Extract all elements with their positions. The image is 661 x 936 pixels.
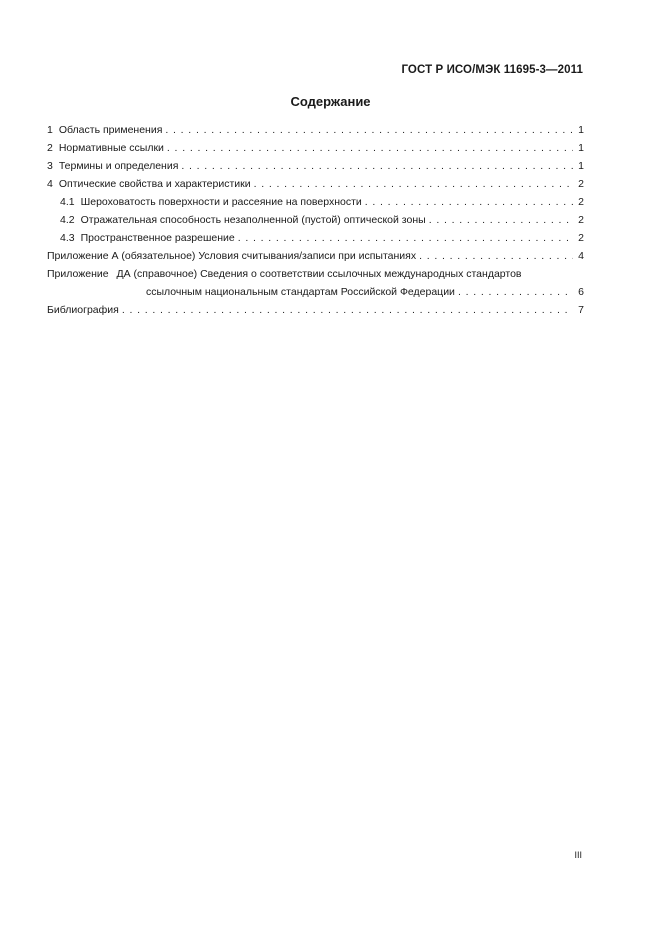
- toc-entry-label: Термины и определения: [58, 160, 179, 172]
- toc-entry-4[interactable]: [47, 175, 584, 193]
- toc-entry-number: 4.2: [60, 214, 75, 226]
- toc-entry-page: 2: [578, 178, 584, 190]
- toc-entry-number: 4: [47, 178, 53, 190]
- toc-entry-page: 2: [578, 196, 584, 208]
- toc-entry-4-3[interactable]: [47, 229, 584, 247]
- toc-leader-dots: [165, 121, 573, 139]
- toc-entry-label: Нормативные ссылки: [58, 142, 164, 154]
- toc-entry-1[interactable]: [47, 121, 584, 139]
- toc-entry-3[interactable]: [47, 157, 584, 175]
- toc-leader-dots: [365, 193, 573, 211]
- toc-entry-page: 1: [578, 142, 584, 154]
- toc-entry-bibliography[interactable]: [47, 301, 584, 319]
- toc-leader-dots: [458, 283, 573, 301]
- toc-entry-appendix-da[interactable]: [47, 265, 584, 301]
- toc-entry-page: 2: [578, 214, 584, 226]
- toc-leader-dots: [181, 157, 573, 175]
- toc-entry-label-line1: ДА (справочное) Сведения о соответствии ссылочных международных стандартов: [116, 268, 522, 280]
- toc-leader-dots: [254, 175, 573, 193]
- toc-entry-label-line2: ссылочным национальным стандартам Российской Федерации: [146, 286, 455, 298]
- toc-leader-dots: [429, 211, 573, 229]
- toc-entry-page: 1: [578, 160, 584, 172]
- toc-entry-4-2[interactable]: [47, 211, 584, 229]
- toc-entry-4-1[interactable]: [47, 193, 584, 211]
- toc-leader-dots: [167, 139, 573, 157]
- toc-entry-page: 7: [578, 304, 584, 316]
- toc-entry-label: Оптические свойства и характеристики: [58, 178, 251, 190]
- toc-entry-label: Область применения: [58, 124, 163, 136]
- toc-entry-number: 1: [47, 124, 53, 136]
- toc-entry-number: 2: [47, 142, 53, 154]
- toc-leader-dots: [238, 229, 573, 247]
- toc-leader-dots: [419, 247, 573, 265]
- toc-entry-2[interactable]: [47, 139, 584, 157]
- toc-entry-appendix-a[interactable]: [47, 247, 584, 265]
- page-number: III: [574, 850, 582, 860]
- toc-entry-label: Шероховатость поверхности и рассеяние на поверхности: [80, 196, 362, 208]
- table-of-contents: [47, 121, 584, 319]
- toc-leader-dots: [122, 301, 573, 319]
- toc-entry-number: 4.1: [60, 196, 75, 208]
- toc-entry-page: 4: [578, 250, 584, 262]
- document-standard-code: ГОСТ Р ИСО/МЭК 11695-3—2011: [401, 64, 583, 76]
- toc-entry-label: Приложение А (обязательное) Условия считывания/записи при испытаниях: [47, 250, 417, 262]
- toc-entry-page: 6: [578, 286, 584, 298]
- toc-entry-number: 4.3: [60, 232, 75, 244]
- toc-entry-page: 2: [578, 232, 584, 244]
- toc-title: Содержание: [290, 94, 371, 109]
- toc-entry-page: 1: [578, 124, 584, 136]
- toc-entry-label: Пространственное разрешение: [80, 232, 235, 244]
- toc-entry-number: 3: [47, 160, 53, 172]
- toc-entry-label: Библиография: [47, 304, 119, 316]
- toc-entry-prefix: Приложение: [47, 268, 109, 280]
- toc-entry-label: Отражательная способность незаполненной (пустой) оптической зоны: [80, 214, 426, 226]
